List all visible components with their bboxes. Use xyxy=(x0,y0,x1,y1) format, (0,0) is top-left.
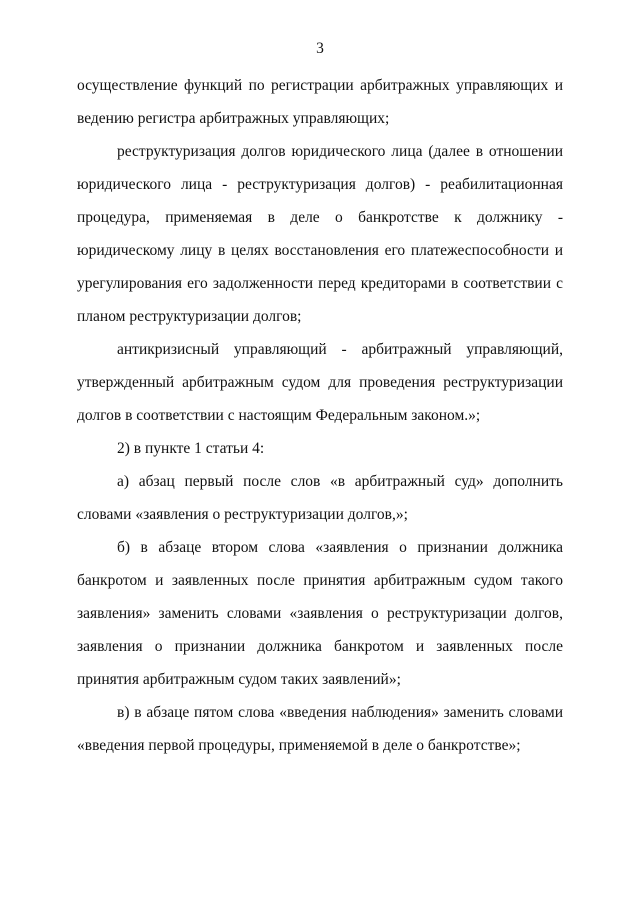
paragraph-registry-functions: осуществление функций по регистрации арбитражных управляющих и ведению регистра арбитражных управляющих; xyxy=(77,77,563,127)
document-body xyxy=(77,69,563,762)
paragraph-subpoint-b: б) в абзаце втором слова «заявления о признании должника банкротом и заявленных после принятия арбитражным судом такого заявления» заменить словами «заявления о реструктуризации долгов, заявления о признании должника банкротом и заявленных после принятия арбитражным судом таких заявлений»; xyxy=(77,539,563,688)
page-number: 3 xyxy=(316,40,324,57)
paragraph-debt-restructuring-definition: реструктуризация долгов юридического лица (далее в отношении юридического лица - реструктуризация долгов) - реабилитационная процедура, применяемая в деле о банкротстве к должнику - юридическому лицу в целях восстановления его платежеспособности и урегулирования его задолженности перед кредиторами в соответствии с планом реструктуризации долгов; xyxy=(77,143,563,325)
paragraph-crisis-manager-definition: антикризисный управляющий - арбитражный управляющий, утвержденный арбитражным судом для проведения реструктуризации долгов в соответствии с настоящим Федеральным законом.»; xyxy=(77,341,563,424)
paragraph-article-4-point-1: 2) в пункте 1 статьи 4: xyxy=(117,440,265,457)
paragraph-subpoint-a: а) абзац первый после слов «в арбитражный суд» дополнить словами «заявления о реструктуризации долгов,»; xyxy=(77,473,563,523)
paragraph-subpoint-v: в) в абзаце пятом слова «введения наблюдения» заменить словами «введения первой процедуры, применяемой в деле о банкротстве»; xyxy=(77,704,563,754)
